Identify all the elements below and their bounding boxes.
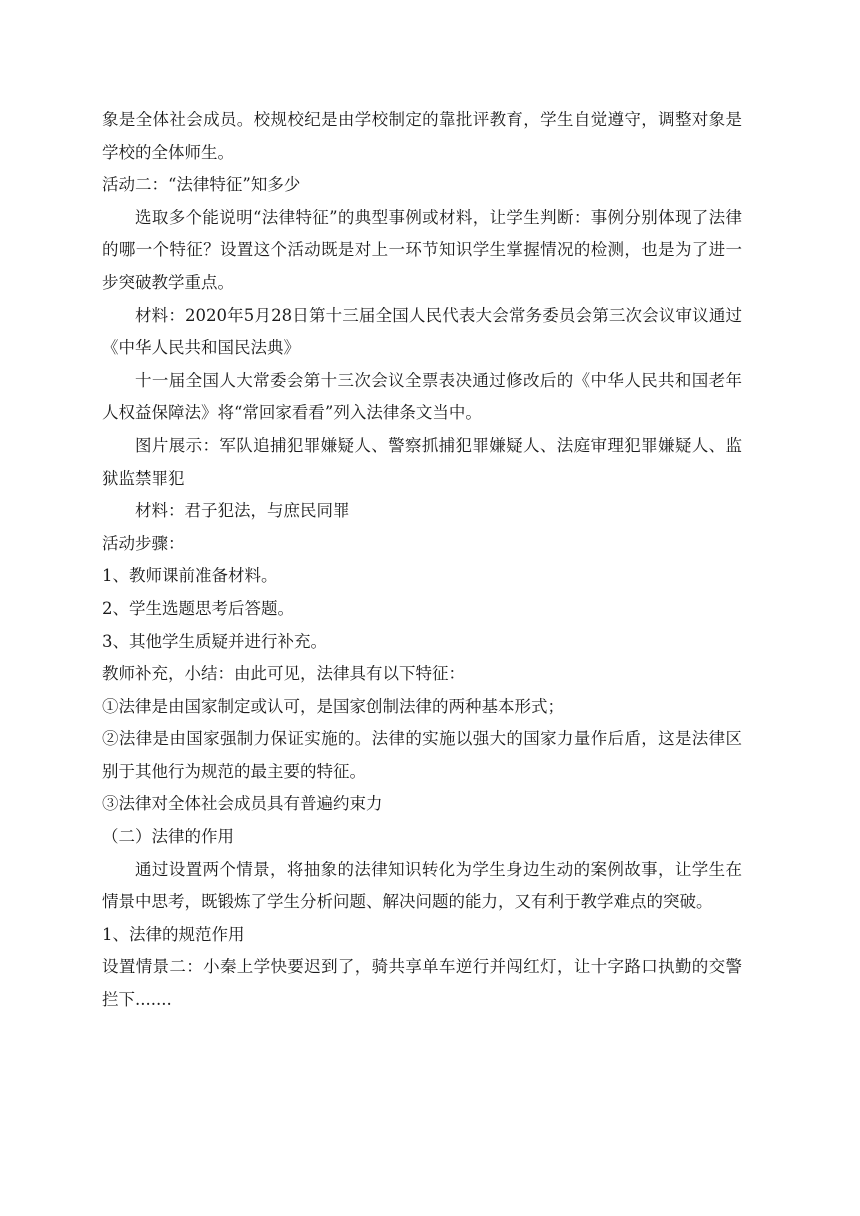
paragraph-material-elderly-law: 十一届全国人大常委会第十三次会议全票表决通过修改后的《中华人民共和国老年人权益保障法》将“常回家看看”列入法律条文当中。 bbox=[102, 370, 742, 423]
paragraph-picture-display: 图片展示：军队追捕犯罪嫌疑人、警察抓捕犯罪嫌疑人、法庭审理犯罪嫌疑人、监狱监禁罪犯 bbox=[102, 435, 742, 488]
document-page bbox=[102, 104, 742, 1017]
list-item-step-3: 3、其他学生质疑并进行补充。 bbox=[102, 631, 327, 651]
list-item-feature-2: ②法律是由国家强制力保证实施的。法律的实施以强大的国家力量作后盾，这是法律区别于其他行为规范的最主要的特征。 bbox=[102, 729, 742, 781]
list-item-step-1: 1、教师课前准备材料。 bbox=[102, 566, 278, 586]
subheading-normative-function: 1、法律的规范作用 bbox=[102, 924, 245, 944]
list-item-feature-1: ①法律是由国家制定或认可，是国家创制法律的两种基本形式； bbox=[102, 696, 564, 716]
paragraph-scenario-two: 设置情景二：小秦上学快要迟到了，骑共享单车逆行并闯红灯，让十字路口执勤的交警拦下....... bbox=[102, 957, 742, 1010]
paragraph-material-quote: 材料：君子犯法，与庶民同罪 bbox=[135, 501, 350, 521]
paragraph-continuation: 象是全体社会成员。校规校纪是由学校制定的靠批评教育，学生自觉遵守，调整对象是学校的全体师生。 bbox=[102, 110, 742, 162]
paragraph-material-civil-code: 材料：2020年5月28日第十三届全国人民代表大会常务委员会第三次会议审议通过《中华人民共和国民法典》 bbox=[102, 305, 742, 358]
activity-steps-heading: 活动步骤： bbox=[102, 533, 185, 553]
list-item-step-2: 2、学生选题思考后答题。 bbox=[102, 598, 294, 618]
paragraph-teacher-summary: 教师补充，小结：由此可见，法律具有以下特征： bbox=[102, 664, 465, 684]
list-item-feature-3: ③法律对全体社会成员具有普遍约束力 bbox=[102, 794, 383, 814]
activity-two-heading: 活动二：“法律特征”知多少 bbox=[102, 175, 301, 195]
section-heading-law-function: （二）法律的作用 bbox=[102, 827, 234, 847]
paragraph-scenario-intro: 通过设置两个情景，将抽象的法律知识转化为学生身边生动的案例故事，让学生在情景中思考，既锻炼了学生分析问题、解决问题的能力，又有利于教学难点的突破。 bbox=[102, 859, 742, 912]
paragraph-activity-description: 选取多个能说明“法律特征”的典型事例或材料，让学生判断：事例分别体现了法律的哪一个特征？设置这个活动既是对上一环节知识学生掌握情况的检测，也是为了进一步突破教学重点。 bbox=[102, 207, 742, 292]
